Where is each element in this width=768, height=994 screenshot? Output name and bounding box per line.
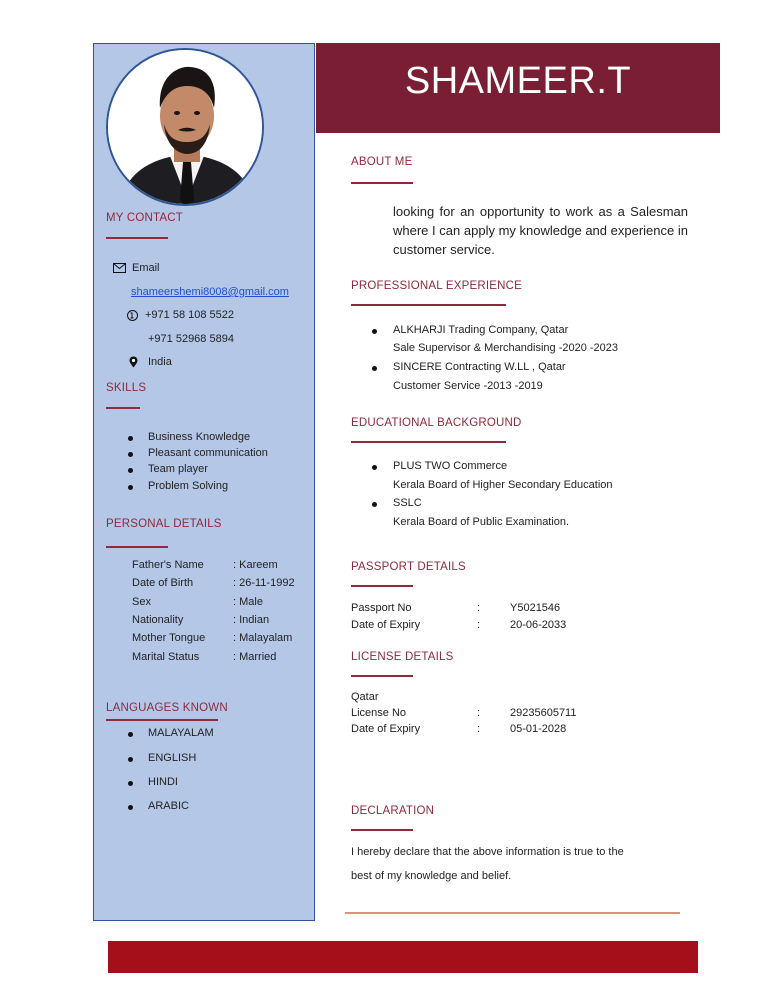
experience-detail: Sale Supervisor & Merchandising -2020 -2023 — [393, 342, 619, 354]
passport-separator: : — [477, 602, 481, 614]
languages-heading-rule — [106, 719, 218, 721]
about-text: looking for an opportunity to work as a Salesman where I can apply my knowledge and experience in customer service. — [393, 204, 688, 257]
experience-detail: Customer Service -2013 -2019 — [393, 380, 543, 392]
passport-value: Y5021546 — [510, 602, 561, 614]
skills-heading-rule — [106, 407, 140, 409]
declaration-heading-rule — [351, 829, 413, 831]
language-bullet — [128, 781, 133, 786]
education-bullet — [372, 465, 377, 470]
language-bullet — [128, 757, 133, 762]
location-pin-icon — [129, 356, 138, 371]
license-label: Date of Expiry — [351, 723, 421, 735]
education-bullet — [372, 502, 377, 507]
experience-bullet — [372, 329, 377, 334]
license-value: 05-01-2028 — [510, 723, 567, 735]
passport-heading-rule — [351, 585, 413, 587]
skill-bullet — [128, 468, 133, 473]
skill-bullet — [128, 436, 133, 441]
license-separator: : — [477, 723, 481, 735]
person-portrait-icon — [108, 50, 264, 206]
passport-heading: PASSPORT DETAILS — [351, 561, 466, 573]
experience-title: SINCERE Contracting W.LL , Qatar — [393, 361, 566, 373]
personal-value: : Kareem — [233, 559, 278, 571]
footer-divider — [345, 912, 680, 914]
license-value: 29235605711 — [510, 707, 577, 719]
personal-value: : 26-11-1992 — [233, 577, 295, 589]
language-item: ENGLISH — [148, 752, 197, 764]
skill-item: Team player — [148, 463, 208, 475]
contact-heading-rule — [106, 237, 168, 239]
personal-value: : Indian — [233, 614, 270, 626]
education-detail: Kerala Board of Public Examination. — [393, 516, 570, 528]
skill-bullet — [128, 485, 133, 490]
email-label: Email — [132, 262, 160, 274]
personal-details-heading: PERSONAL DETAILS — [106, 518, 222, 530]
about-heading: ABOUT ME — [351, 156, 413, 168]
personal-details-heading-rule — [106, 546, 168, 548]
language-bullet — [128, 732, 133, 737]
personal-label: Date of Birth — [132, 577, 194, 589]
license-heading-rule — [351, 675, 413, 677]
personal-label: Nationality — [132, 614, 184, 626]
skill-item: Business Knowledge — [148, 431, 251, 443]
skills-heading: SKILLS — [106, 382, 147, 394]
experience-heading-rule — [351, 304, 506, 306]
language-item: MALAYALAM — [148, 727, 214, 739]
passport-label: Passport No — [351, 602, 412, 614]
education-title: SSLC — [393, 497, 422, 509]
languages-heading: LANGUAGES KNOWN — [106, 702, 228, 714]
language-item: HINDI — [148, 776, 178, 788]
education-heading: EDUCATIONAL BACKGROUND — [351, 417, 522, 429]
personal-label: Father's Name — [132, 559, 204, 571]
personal-label: Marital Status — [132, 651, 200, 663]
license-separator: : — [477, 707, 481, 719]
contact-heading: MY CONTACT — [106, 212, 183, 224]
skill-item: Pleasant communication — [148, 447, 268, 459]
license-label: License No — [351, 707, 407, 719]
declaration-heading: DECLARATION — [351, 805, 435, 817]
passport-separator: : — [477, 619, 481, 631]
license-heading: LICENSE DETAILS — [351, 651, 454, 663]
email-link[interactable]: shameershemi8008@gmail.com — [131, 286, 289, 298]
skill-bullet — [128, 452, 133, 457]
mail-icon — [113, 263, 126, 276]
declaration-line: best of my knowledge and belief. — [351, 870, 512, 882]
footer-band — [108, 941, 698, 973]
personal-value: : Malayalam — [233, 632, 293, 644]
experience-heading: PROFESSIONAL EXPERIENCE — [351, 280, 522, 292]
passport-label: Date of Expiry — [351, 619, 421, 631]
candidate-name: SHAMEER.T — [404, 60, 632, 102]
experience-title: ALKHARJI Trading Company, Qatar — [393, 324, 569, 336]
language-item: ARABIC — [148, 800, 189, 812]
skill-item: Problem Solving — [148, 480, 229, 492]
phone-primary: +971 58 108 5522 — [145, 309, 235, 321]
experience-bullet — [372, 366, 377, 371]
education-heading-rule — [351, 441, 506, 443]
passport-value: 20-06-2033 — [510, 619, 567, 631]
personal-label: Sex — [132, 596, 151, 608]
personal-value: : Male — [233, 596, 263, 608]
phone-icon — [127, 310, 138, 324]
profile-photo — [106, 48, 264, 206]
phone-secondary: +971 52968 5894 — [148, 333, 234, 345]
education-title: PLUS TWO Commerce — [393, 460, 508, 472]
about-heading-rule — [351, 182, 413, 184]
personal-value: : Married — [233, 651, 277, 663]
personal-label: Mother Tongue — [132, 632, 206, 644]
license-country: Qatar — [351, 691, 379, 703]
location-text: India — [148, 356, 172, 368]
language-bullet — [128, 805, 133, 810]
education-detail: Kerala Board of Higher Secondary Education — [393, 479, 613, 491]
declaration-line: I hereby declare that the above information is true to the — [351, 846, 624, 858]
